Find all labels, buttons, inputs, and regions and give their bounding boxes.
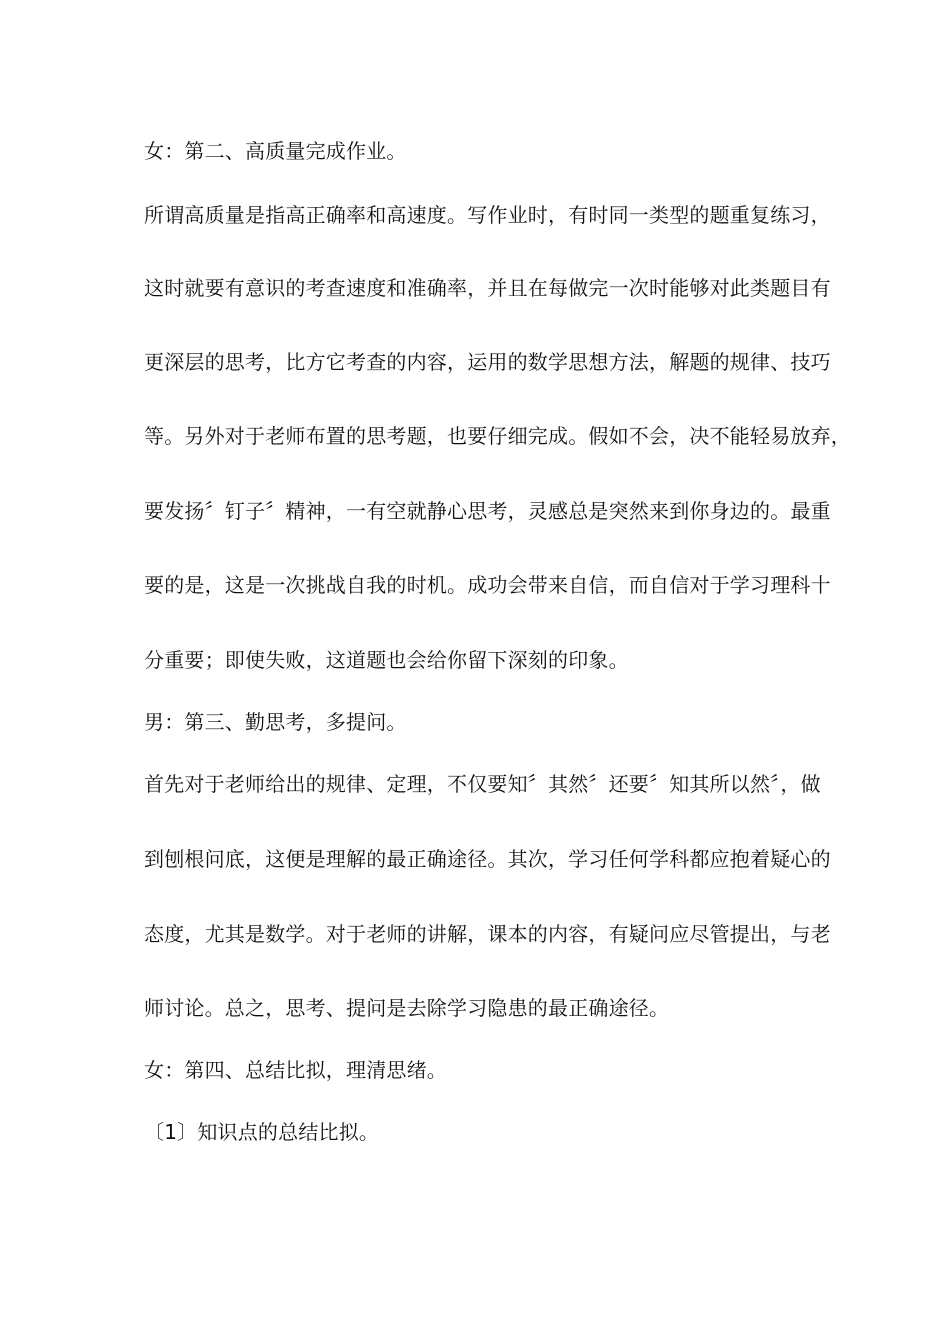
- paragraph-line: 更深层的思考，比方它考查的内容，运用的数学思想方法，解题的规律、技巧: [144, 350, 831, 374]
- paragraph-line: 态度，尤其是数学。对于老师的讲解，课本的内容，有疑问应尽管提出，与老: [144, 922, 831, 946]
- subheading-line: 〔1〕知识点的总结比拟。: [144, 1120, 380, 1144]
- paragraph-line: 分重要；即使失败，这道题也会给你留下深刻的印象。: [144, 648, 629, 672]
- paragraph-line: 要的是，这是一次挑战自我的时机。成功会带来自信，而自信对于学习理科十: [144, 573, 831, 597]
- paragraph-line: 这时就要有意识的考查速度和准确率，并且在每做完一次时能够对此类题目有: [144, 276, 831, 300]
- paragraph-line: 要发扬〞钉子〞精神，一有空就静心思考，灵感总是突然来到你身边的。最重: [144, 499, 831, 523]
- heading-line: 男：第三、勤思考，多提问。: [144, 710, 407, 734]
- paragraph-line: 首先对于老师给出的规律、定理，不仅要知〞其然〞还要〞知其所以然〞，做: [144, 772, 821, 796]
- heading-line: 女：第四、总结比拟，理清思绪。: [144, 1058, 447, 1082]
- heading-line: 女：第二、高质量完成作业。: [144, 139, 407, 163]
- paragraph-line: 师讨论。总之，思考、提问是去除学习隐患的最正确途径。: [144, 996, 670, 1020]
- paragraph-line: 等。另外对于老师布置的思考题，也要仔细完成。假如不会，决不能轻易放弃，: [144, 424, 851, 448]
- paragraph-line: 到刨根问底，这便是理解的最正确途径。其次，学习任何学科都应抱着疑心的: [144, 847, 831, 871]
- paragraph-line: 所谓高质量是指高正确率和高速度。写作业时，有时同一类型的题重复练习，: [144, 203, 831, 227]
